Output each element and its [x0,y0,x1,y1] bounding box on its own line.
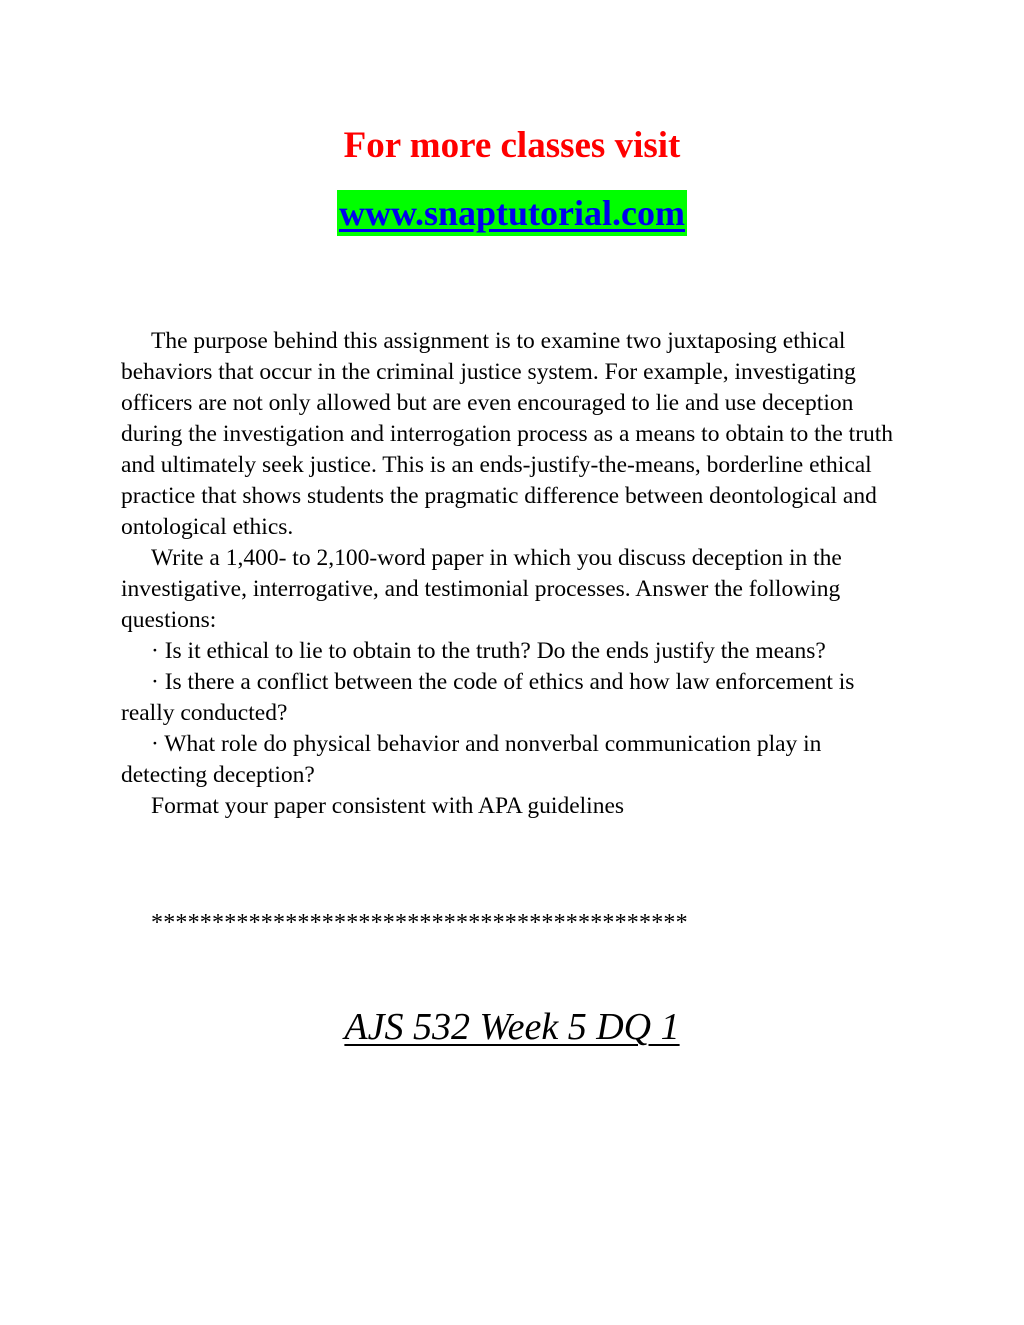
asterisk-separator: ******************************************** [151,910,688,936]
question-2: · Is there a conflict between the code of ethics and how law enforcement is really conducted? [121,669,855,726]
promo-heading: For more classes visit [343,125,681,166]
promo-link-container [0,190,1024,236]
question-3: · What role do physical behavior and nonverbal communication play in detecting deception? [121,731,822,788]
question-1: · Is it ethical to lie to obtain to the truth? Do the ends justify the means? [151,638,826,664]
instructions-paragraph: Write a 1,400- to 2,100-word paper in which you discuss deception in the investigative, interrogative, and testimonial processes. Answer the following questions: [121,545,842,633]
format-note: Format your paper consistent with APA guidelines [151,793,625,819]
next-assignment-title: AJS 532 Week 5 DQ 1 [344,1006,680,1048]
intro-paragraph: The purpose behind this assignment is to examine two juxtaposing ethical behaviors that occur in the criminal justice system. For example, investigating officers are not only allowed but are even encouraged to lie and use deception during the investigation and interrogation process as a means to obtain to the truth and ultimately seek justice. This is an ends-justify-the-means, borderline ethical practice that shows students the pragmatic difference between deontological and ontological ethics. [121,328,894,540]
website-link[interactable]: www.snaptutorial.com [337,190,687,236]
assignment-description [121,326,911,822]
